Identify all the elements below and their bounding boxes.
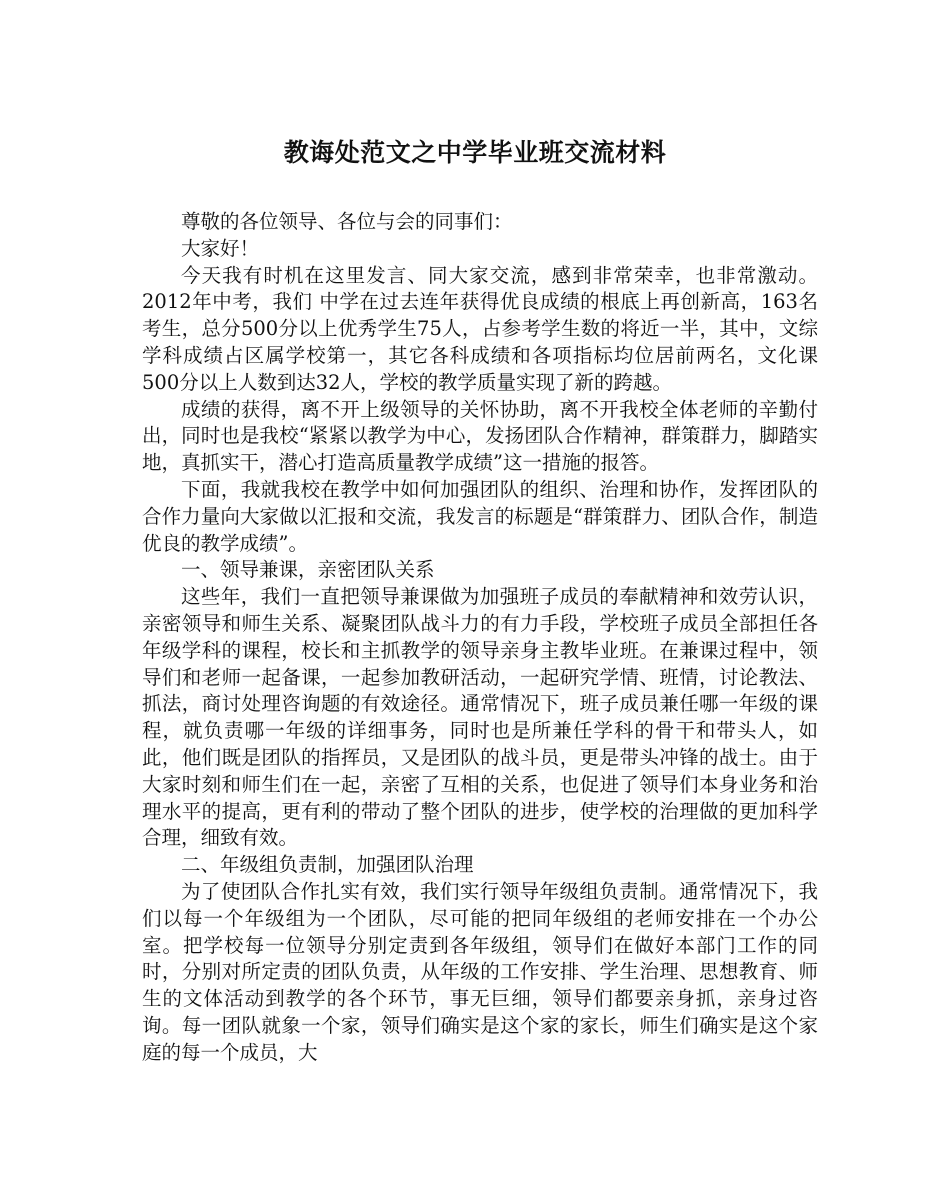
paragraph: 为了使团队合作扎实有效，我们实行领导年级组负责制。通常情况下，我们以每一个年级组为一个团队，尽可能的把同年级组的老师安排在一个办公室。把学校每一位领导分别定责到各年级组，领导们在做好本部门工作的同时，分别对所定责的团队负责，从年级的工作安排、学生治理、思想教育、师生的文体活动到教学的各个环节，事无巨细，领导们都要亲身抓，亲身过咨询。每一团队就象一个家，领导们确实是这个家的家长，师生们确实是这个家庭的每一个成员，大 bbox=[142, 879, 818, 1064]
section-heading: 二、年级组负责制，加强团队治理 bbox=[181, 853, 474, 877]
document-title: 教诲处范文之中学毕业班交流材料 bbox=[283, 138, 667, 167]
section-heading: 一、领导兼课，亲密团队关系 bbox=[181, 558, 435, 582]
document-body bbox=[142, 209, 818, 1067]
paragraph: 下面，我就我校在教学中如何加强团队的组织、治理和协作，发挥团队的合作力量向大家做以汇报和交流，我发言的标题是“群策群力、团队合作，制造优良的教学成绩”。 bbox=[142, 477, 818, 555]
greeting: 大家好！ bbox=[181, 236, 260, 260]
paragraph: 这些年，我们一直把领导兼课做为加强班子成员的奉献精神和效劳认识，亲密领导和师生关系、凝聚团队战斗力的有力手段，学校班子成员全部担任各年级学科的课程，校长和主抓教学的领导亲身主教毕业班。在兼课过程中，领导们和老师一起备课，一起参加教研活动，一起研究学情、班情，讨论教法、抓法，商讨处理咨询题的有效途径。通常情况下，班子成员兼任哪一年级的课程，就负责哪一年级的详细事务，同时也是所兼任学科的骨干和带头人，如此，他们既是团队的指挥员，又是团队的战斗员，更是带头冲锋的战士。由于大家时刻和师生们在一起，亲密了互相的关系，也促进了领导们本身业务和治理水平的提高，更有利的带动了整个团队的进步，使学校的治理做的更加科学合理，细致有效。 bbox=[142, 585, 818, 850]
paragraph: 成绩的获得，离不开上级领导的关怀协助，离不开我校全体老师的辛勤付出，同时也是我校“紧紧以教学为中心，发扬团队合作精神，群策群力，脚踏实地，真抓实干，潜心打造高质量教学成绩”这一措施的报答。 bbox=[142, 397, 818, 475]
paragraph: 今天我有时机在这里发言、同大家交流，感到非常荣幸，也非常激动。2012年中考，我们 中学在过去连年获得优良成绩的根底上再创新高，163名考生，总分500分以上优秀学生75人，占参考学生数的将近一半，其中，文综学科成绩占区属学校第一，其它各科成绩和各项指标均位居前两名，文化课500分以上人数到达32人，学校的教学质量实现了新的跨越。 bbox=[142, 263, 818, 394]
salutation: 尊敬的各位领导、各位与会的同事们： bbox=[181, 210, 513, 233]
